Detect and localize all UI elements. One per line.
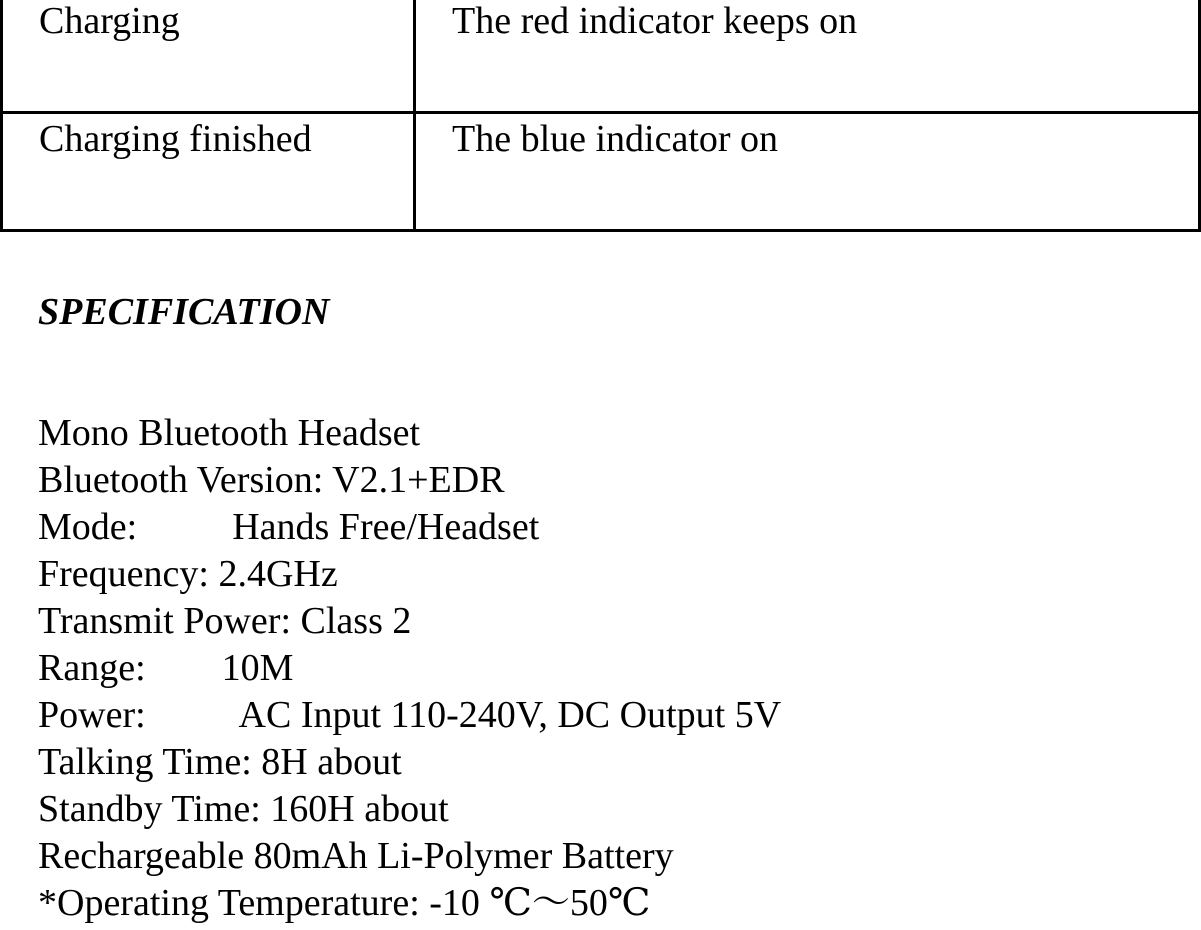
state-cell	[2, 0, 415, 113]
table-row	[2, 113, 1200, 231]
indicator-text: The red indicator keeps on	[452, 0, 858, 42]
spec-line: Standby Time: 160H about	[38, 788, 449, 830]
spec-line: Power: AC Input 110-240V, DC Output 5V	[38, 694, 782, 736]
specification-heading: SPECIFICATION	[38, 291, 330, 333]
indicator-cell	[415, 0, 1200, 113]
state-text: Charging finished	[39, 118, 312, 160]
spec-line: Rechargeable 80mAh Li-Polymer Battery	[38, 835, 674, 877]
spec-line: *Operating Temperature: -10 ℃～50℃	[38, 882, 651, 924]
indicator-cell	[415, 113, 1200, 231]
indicator-text: The blue indicator on	[452, 118, 779, 160]
state-cell	[2, 113, 415, 231]
spec-line: Talking Time: 8H about	[38, 741, 402, 783]
spec-line: Frequency: 2.4GHz	[38, 553, 338, 595]
table-row	[2, 0, 1200, 113]
charging-status-table	[0, 0, 1201, 232]
specification-list	[38, 410, 781, 927]
spec-line: Transmit Power: Class 2	[38, 600, 412, 642]
spec-line: Range: 10M	[38, 647, 294, 689]
spec-line: Mode: Hands Free/Headset	[38, 506, 540, 548]
state-text: Charging	[39, 0, 180, 42]
spec-line: Mono Bluetooth Headset	[38, 412, 421, 454]
spec-line: Bluetooth Version: V2.1+EDR	[38, 459, 505, 501]
